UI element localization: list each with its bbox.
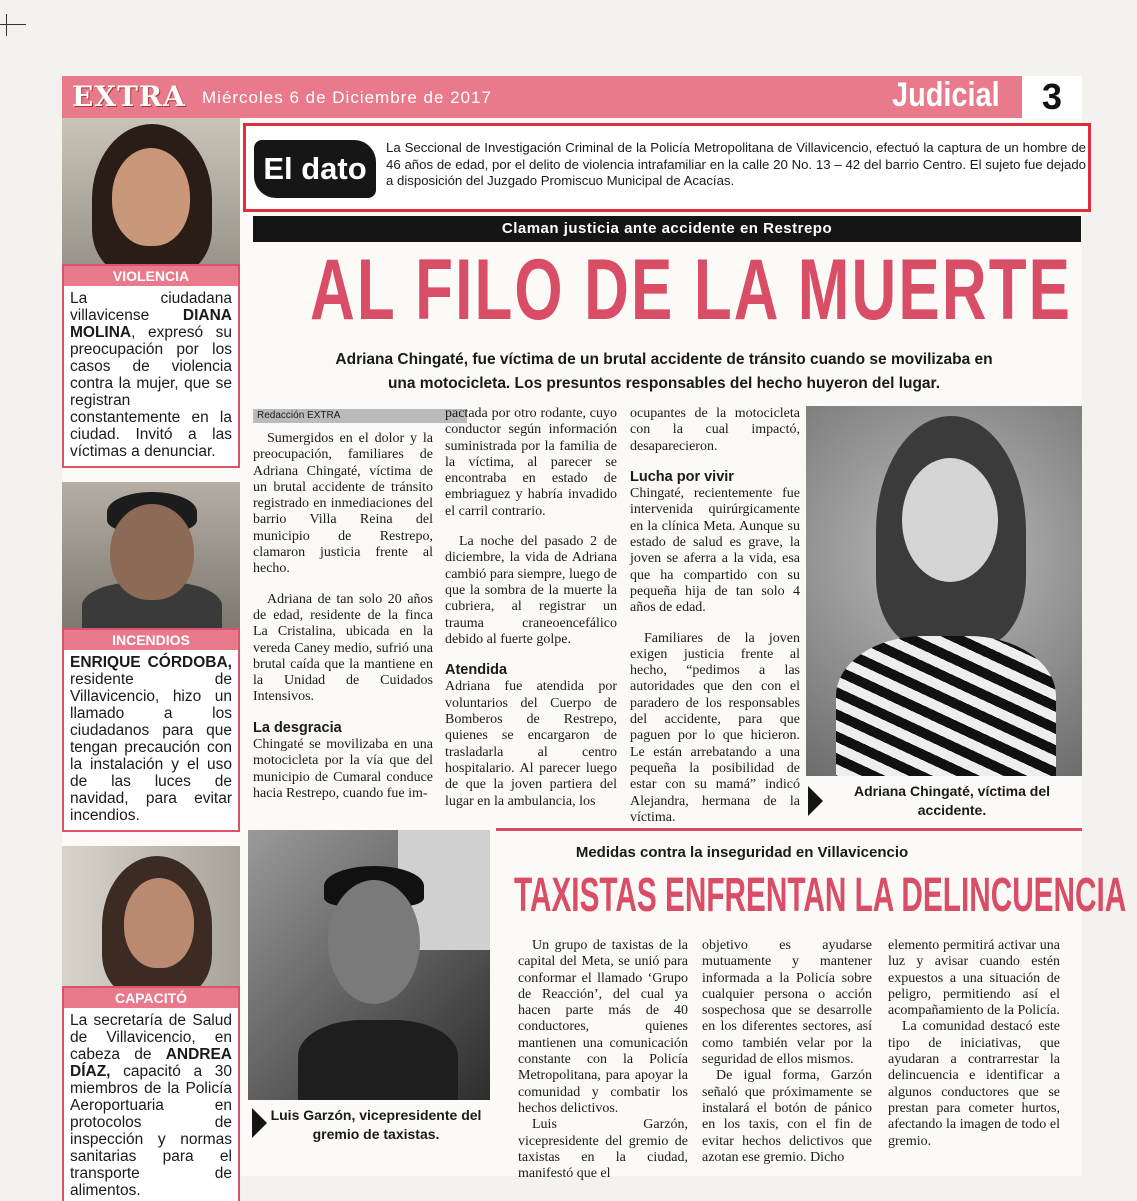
story-headline: AL FILO DE LA MUERTE [310, 242, 1073, 338]
story-column-1 [518, 938, 688, 1196]
paragraph: Un grupo de taxistas de la capital del Meta, se unió para conformar el llamado ‘Grupo de Reacción’, del cual ya hacen parte más de 40 conductores, quienes mantienen una comunicación constante con la Policía Metropolitana, para apoyar la comunidad y combatir los hechos delictivos. [518, 938, 688, 1116]
sidebar-text-after: residente de Villavicencio, hizo un llamado a los ciudadanos para que tengan precaución con la instalación y el uso de las luces de navidad, para evitar incendios. [70, 671, 232, 824]
sidebar-note-violencia [62, 264, 240, 468]
sidebar-tag: INCENDIOS [64, 630, 238, 650]
newspaper-logo: EXTRA [72, 80, 186, 113]
paragraph: Chingaté, recientemente fue intervenida quirúrgicamente en la clínica Meta. Aunque su estado de salud es grave, la joven se aferra a la vida, esa que ha compartido con su pequeña hija de tan solo 4 años de edad. [630, 486, 800, 616]
el-dato-box [243, 123, 1091, 212]
sidebar-text [70, 290, 232, 460]
paragraph: Sumergidos en el dolor y la preocupación, familiares de Adriana Chingaté, víctima de un brutal accidente de tránsito registrado en inmediaciones del barrio Villa Reina del municipio de Restrepo, clamaron justicia frente al hecho. [253, 431, 433, 577]
crop-mark [6, 14, 7, 36]
sidebar-text [70, 1012, 232, 1199]
photo-diana-molina [62, 118, 240, 264]
story-kicker: Medidas contra la inseguridad en Villavicencio [575, 844, 909, 861]
story-kicker: Claman justicia ante accidente en Restrepo [253, 216, 1081, 242]
paragraph: De igual forma, Garzón señaló que próximamente se instalará el botón de pánico en los taxis, con el fin de evitar hechos delictivos que azotan ese gremio. Dicho [702, 1068, 872, 1165]
sidebar-note-incendios [62, 628, 240, 832]
sidebar-text-before: La ciudadana villavicense [70, 290, 232, 324]
story-column-2 [702, 938, 872, 1180]
paragraph: elemento permitirá activar una luz y avisar cuando estén expuestos a una situación de peligro, permitiendo así el acompañamiento de la Policía. [888, 938, 1060, 1019]
paragraph: Familiares de la joven exigen justicia frente al hecho, “pedimos a las autoridades que den con el paradero de los responsables del accidente, para que paguen por lo que hicieron. Le están arrebatando a una pequeña la posibilidad de estar con su mamá” indicó Alejandra, hermana de la víctima. [630, 630, 800, 825]
photo-adriana-chingate [806, 406, 1082, 776]
paragraph: Luis Garzón, vicepresidente del gremio de taxistas en la ciudad, manifestó que el [518, 1117, 688, 1182]
issue-date: Miércoles 6 de Diciembre de 2017 [202, 88, 492, 107]
sidebar-name: DIANA MOLINA [70, 307, 232, 341]
sidebar-tag: CAPACITÓ [64, 988, 238, 1008]
story-column-3 [888, 938, 1060, 1164]
story-headline: TAXISTAS ENFRENTAN LA DELINCUENCIA [514, 869, 1127, 922]
crop-mark [0, 24, 26, 25]
photo-andrea-diaz [62, 846, 240, 986]
paragraph: La noche del pasado 2 de diciembre, la vida de Adriana cambió para siempre, luego de que la sombra de la muerte la cubriera, al registrar un trauma craneoencefálico debido al fuerte golpe. [445, 534, 617, 647]
sidebar-text-after: , expresó su preocupación por los casos de violencia contra la mujer, que se registran constantemente en la ciudad. Invitó a las víctimas a denunciar. [70, 324, 232, 460]
page-number: 3 [1022, 76, 1082, 118]
photo-enrique-cordoba [62, 482, 240, 628]
photo-caption: Luis Garzón, vicepresidente del gremio de taxistas. [270, 1107, 482, 1142]
photo-luis-garzon [248, 830, 490, 1100]
paragraph: objetivo es ayudarse mutuamente y mantener informada a la Policía sobre cualquier persona o acción sospechosa que se desarrolle en los diferentes sectores, así como también velar por la seguridad de ellos mismos. [702, 938, 872, 1068]
section-title: Judicial [892, 76, 1000, 114]
el-dato-label: El dato [254, 140, 376, 198]
paragraph: La comunidad destacó este tipo de iniciativas, que ayudaran a contrarrestar la delincuencia e identificar a algunos conductores que se prestan para cometer hurtos, afectando la imagen de todo el gremio. [888, 1019, 1060, 1149]
newspaper-page [62, 76, 1127, 1199]
section-divider [496, 828, 1082, 831]
el-dato-text: La Seccional de Investigación Criminal de la Policía Metropolitana de Villavicencio, efectuó la captura de un hombre de 46 años de edad, por el delito de violencia intrafamiliar en la calle 20 No. 13 – 42 del barrio Centro. El sujeto fue dejado a disposición del Juzgado Promiscuo Municipal de Acacías. [386, 140, 1086, 188]
page-header [62, 76, 1082, 118]
subheading: Lucha por vivir [630, 468, 734, 485]
sidebar-text-before: La secretaría de Salud de Villavicencio, en cabeza de [70, 1012, 232, 1063]
paragraph: ocupantes de la motocicleta con la cual impactó, desaparecieron. [630, 406, 800, 454]
sidebar-text [70, 654, 232, 824]
sidebar-tag: VIOLENCIA [64, 266, 238, 286]
story-column-2 [445, 406, 617, 824]
sidebar-text-after: capacitó a 30 miembros de la Policía Aeroportuaria en protocolos de inspección y normas sanitarias para el transporte de alimentos. [70, 1063, 232, 1199]
story-column-3 [630, 406, 800, 840]
sidebar-name: ANDREA DÍAZ, [70, 1046, 232, 1080]
sidebar-name: ENRIQUE CÓRDOBA, [70, 654, 232, 671]
story-column-1 [253, 431, 433, 816]
story-byline: Redacción EXTRA [253, 409, 467, 423]
sidebar-column [62, 118, 240, 1201]
subheading: Atendida [445, 662, 508, 679]
story-deck: Adriana Chingaté, fue víctima de un brutal accidente de tránsito cuando se movilizaba en una motocicleta. Los presuntos responsables del hecho huyeron del lugar. [335, 351, 993, 392]
paragraph: Adriana fue atendida por voluntarios del Cuerpo de Bomberos de Restrepo, quienes se encargaron de trasladarla al centro hospitalario. Al parecer luego de que la joven partiera del lugar en la ambulancia, los [445, 679, 617, 809]
paragraph: Chingaté se movilizaba en una motocicleta por la vía que del municipio de Cumaral conduce hacia Restrepo, cuando fue im- [253, 737, 433, 801]
paragraph: pactada por otro rodante, cuyo conductor según información suministrada por la familia de la víctima, al parecer se encontraba en estado de embriaguez y habría invadido el carril contrario. [445, 406, 617, 519]
caption-arrow-icon [808, 786, 823, 816]
sidebar-note-capacito [62, 986, 240, 1201]
paragraph: Adriana de tan solo 20 años de edad, residente de la finca La Cristalina, ubicada en la vereda Caney medio, sufrió una brutal caída que la mantiene en la Unidad de Cuidados Intensivos. [253, 591, 433, 705]
photo-caption: Adriana Chingaté, víctima del accidente. [853, 783, 1051, 818]
subheading: La desgracia [253, 719, 342, 736]
